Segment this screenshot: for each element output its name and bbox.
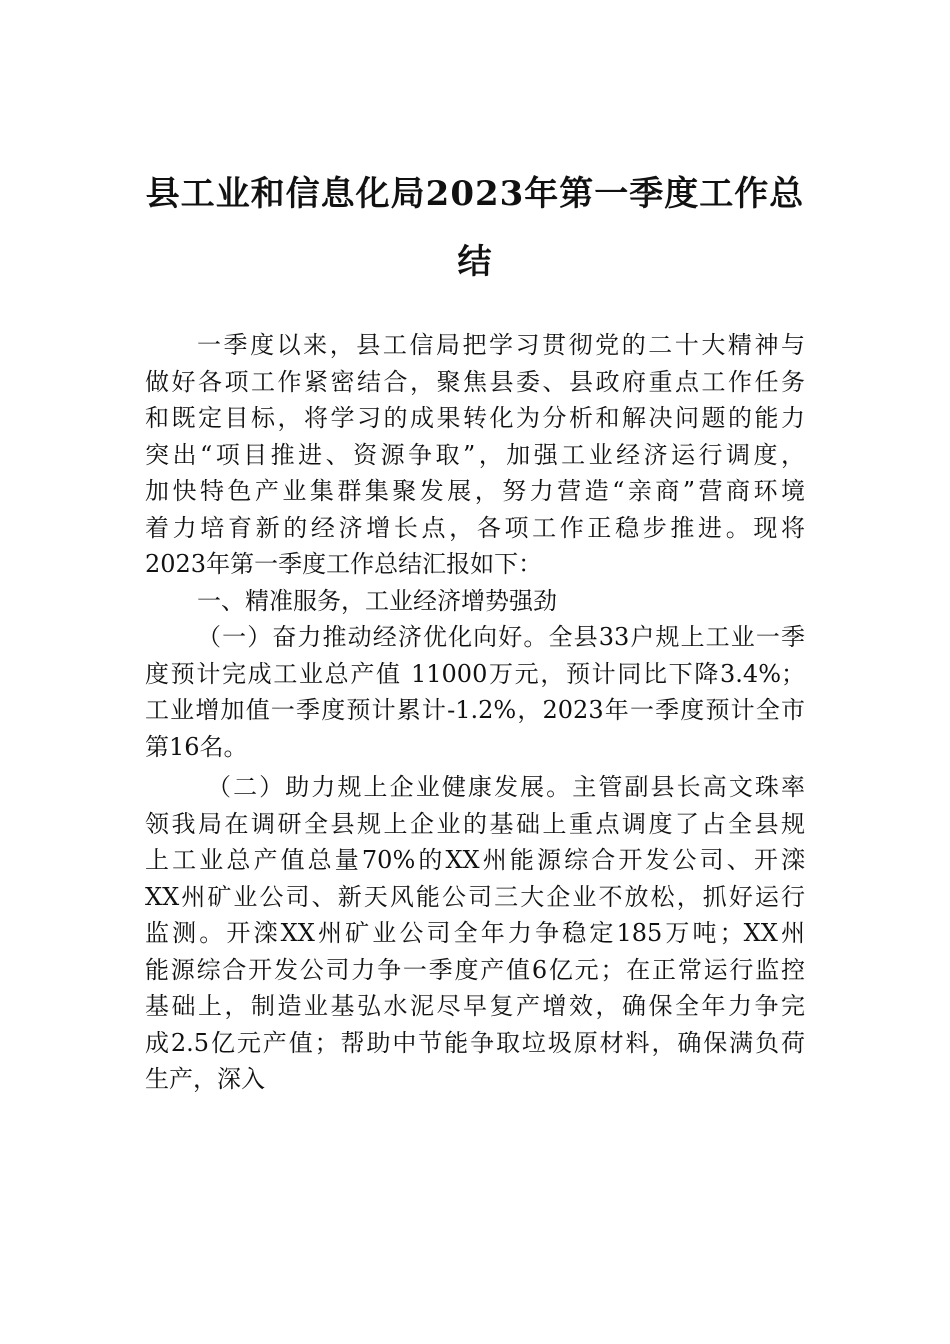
title-line-1: 县工业和信息化局2023年第一季度工作总 [145, 174, 805, 214]
paragraph-1 [145, 619, 805, 765]
paragraph-line: （二）助力规上企业健康发展。主管副县长高文珠率 [207, 773, 805, 801]
intro-line: 和既定目标，将学习的成果转化为分析和解决问题的能力 [145, 404, 805, 432]
intro-line: 加快特色产业集群集聚发展，努力营造“亲商”营商环境 [145, 477, 805, 505]
paragraph-line: 工业增加值一季度预计累计-1.2%，2023年一季度预计全市 [145, 696, 805, 724]
document-title [145, 160, 805, 296]
title-line-2: 结 [457, 242, 493, 282]
paragraph-line: 生产，深入 [145, 1065, 265, 1093]
intro-line: 2023年第一季度工作总结汇报如下： [145, 550, 543, 578]
paragraph-2 [145, 769, 805, 1098]
intro-paragraph [145, 327, 805, 583]
paragraph-line: 上工业总产值总量70%的XX州能源综合开发公司、开滦 [145, 846, 805, 874]
paragraph-line: 能源综合开发公司力争一季度产值6亿元；在正常运行监控 [145, 955, 805, 984]
document-body [145, 327, 805, 1098]
intro-line: 做好各项工作紧密结合，聚焦县委、县政府重点工作任务 [145, 367, 805, 396]
paragraph-line: 度预计完成工业总产值 11000万元，预计同比下降3.4%； [145, 659, 805, 688]
paragraph-line: 监测。开滦XX州矿业公司全年力争稳定185万吨；XX州 [145, 919, 805, 947]
intro-line: 突出“项目推进、资源争取”，加强工业经济运行调度， [145, 440, 805, 469]
intro-line: 一季度以来，县工信局把学习贯彻党的二十大精神与 [197, 331, 805, 359]
intro-line: 着力培育新的经济增长点，各项工作正稳步推进。现将 [145, 513, 805, 542]
paragraph-line: 第16名。 [145, 732, 248, 761]
paragraph-line: XX州矿业公司、新天风能公司三大企业不放松，抓好运行 [145, 882, 805, 911]
paragraph-line: 基础上，制造业基弘水泥尽早复产增效，确保全年力争完 [145, 992, 805, 1020]
paragraph-line: 成2.5亿元产值；帮助中节能争取垃圾原材料，确保满负荷 [145, 1028, 805, 1057]
paragraph-line: （一）奋力推动经济优化向好。全县33户规上工业一季 [197, 623, 805, 651]
paragraph-line: 领我局在调研全县规上企业的基础上重点调度了占全县规 [145, 809, 805, 838]
section-heading: 一、精准服务，工业经济增势强劲 [197, 586, 557, 615]
